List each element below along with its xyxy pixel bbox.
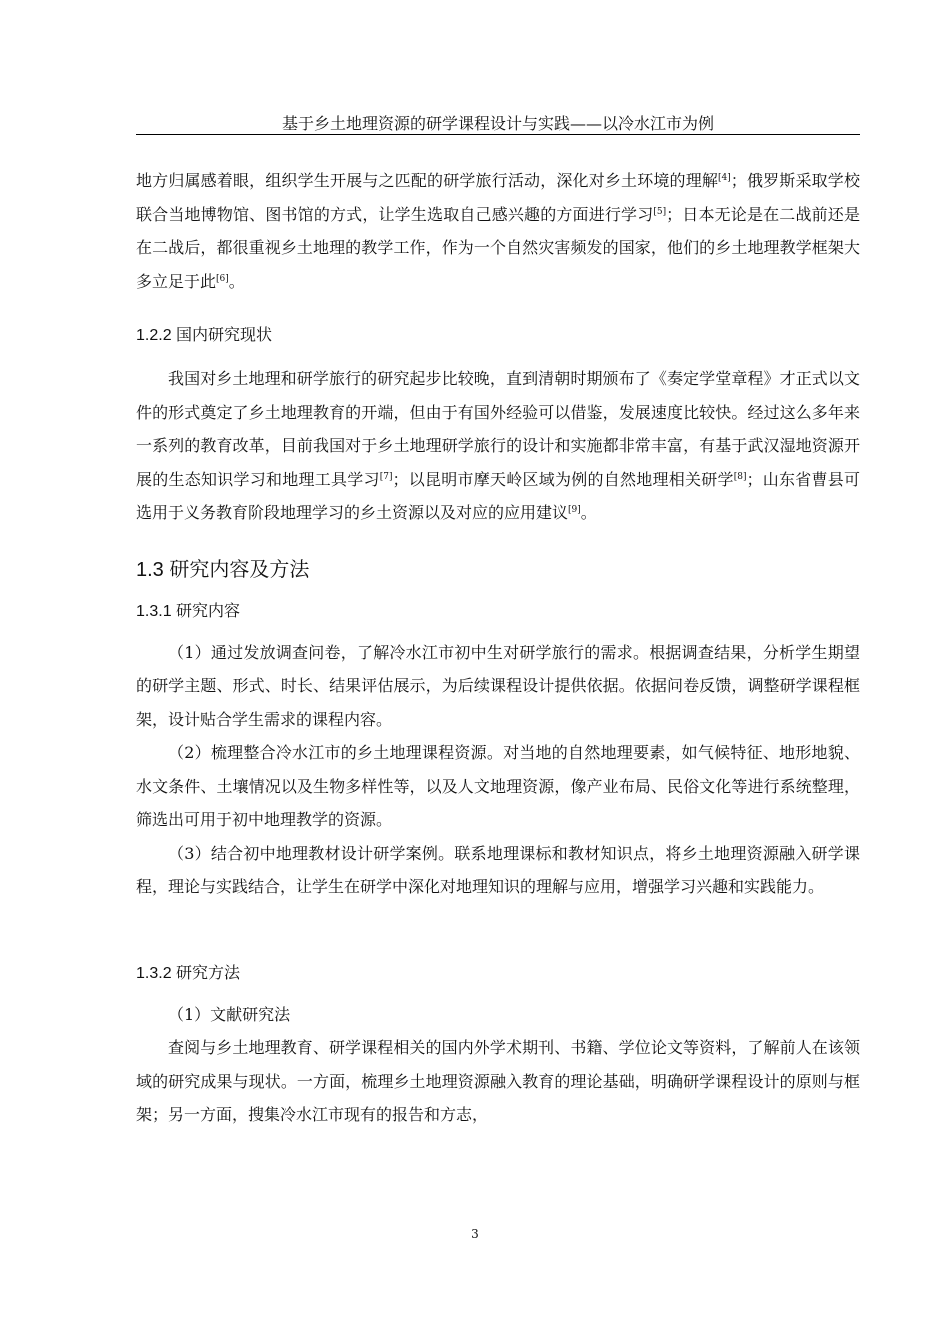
page-body [136,164,860,1132]
running-header: 基于乡土地理资源的研学课程设计与实践——以冷水江市为例 [281,114,714,133]
text-run: 我国对乡土地理和研学旅行的研究起步比较晚，直到清朝时期颁布了《奏定学堂章程》才正式以文件的形式奠定了乡土地理教育的开端，但由于有国外经验可以借鉴，发展速度比较快。经过这么多年来一系列的教育改革，目前我国对于乡土地理研学旅行的设计和实施都非常丰富，有基于武汉湿地资源开展的生态知识学习和地理工具学习 [136,369,860,489]
text-run: 地方归属感着眼，组织学生开展与之匹配的研学旅行活动，深化对乡土环境的理解 [136,171,719,190]
paragraph-international-research [136,164,860,298]
paragraph-domestic-research [136,362,860,530]
citation-ref: [4] [718,173,731,183]
text-run: 。 [228,271,245,291]
citation-ref: [6] [216,273,229,284]
text-run: ；以昆明市摩天岭区域为例的自然地理相关研学 [392,469,734,489]
paragraph-content-1: （1）通过发放调查问卷，了解冷水江市初中生对研学旅行的需求。根据调查结果，分析学生期望的研学主题、形式、时长、结果评估展示，为后续课程设计提供依据。依据问卷反馈，调整研学课程框架，设计贴合学生需求的课程内容。 [136,642,860,729]
paragraph-content-2: （2）梳理整合冷水江市的乡土地理课程资源。对当地的自然地理要素，如气候特征、地形地貌、水文条件、土壤情况以及生物多样性等，以及人文地理资源，像产业布局、民俗文化等进行系统整理，筛选出可用于初中地理教学的资源。 [136,743,860,829]
citation-ref: [5] [653,206,667,217]
citation-ref: [7] [379,471,393,482]
citation-ref: [9] [568,505,581,515]
text-run: ；日本无论是在二战前还是在二战后，都很重视乡土地理的教学工作，作为一个自然灾害频发的国家，他们的乡土地理教学框架大多立足于此 [136,204,860,291]
paragraph-content-3: （3）结合初中地理教材设计研学案例。联系地理课标和教材知识点，将乡土地理资源融入研学课程，理论与实践结合，让学生在研学中深化对地理知识的理解与应用，增强学习兴趣和实践能力。 [136,843,860,896]
citation-ref: [8] [733,471,747,482]
text-run: ；山东省曹县可选用于义务教育阶段地理学习的乡土资源以及对应的应用建议 [136,469,860,522]
section-heading-1-3-2: 1.3.2 研究方法 [136,964,241,982]
header-rule [136,134,860,135]
method-title-literature: （1）文献研究法 [168,1004,291,1024]
section-heading-1-3-1: 1.3.1 研究内容 [136,602,241,620]
paragraph-method-1: 查阅与乡土地理教育、研学课程相关的国内外学术期刊、书籍、学位论文等资料，了解前人在该领域的研究成果与现状。一方面，梳理乡土地理资源融入教育的理论基础，明确研学课程设计的原则与框架；另一方面，搜集冷水江市现有的报告和方志， [136,1038,860,1124]
text-run: ；俄罗斯采取学校联合当地博物馆、图书馆的方式，让学生选取自己感兴趣的方面进行学习 [136,171,860,224]
text-run: 。 [580,503,597,522]
section-heading-1-3: 1.3 研究内容及方法 [136,558,310,581]
section-heading-1-2-2: 1.2.2 国内研究现状 [136,327,273,344]
page-number: 3 [471,1227,479,1241]
